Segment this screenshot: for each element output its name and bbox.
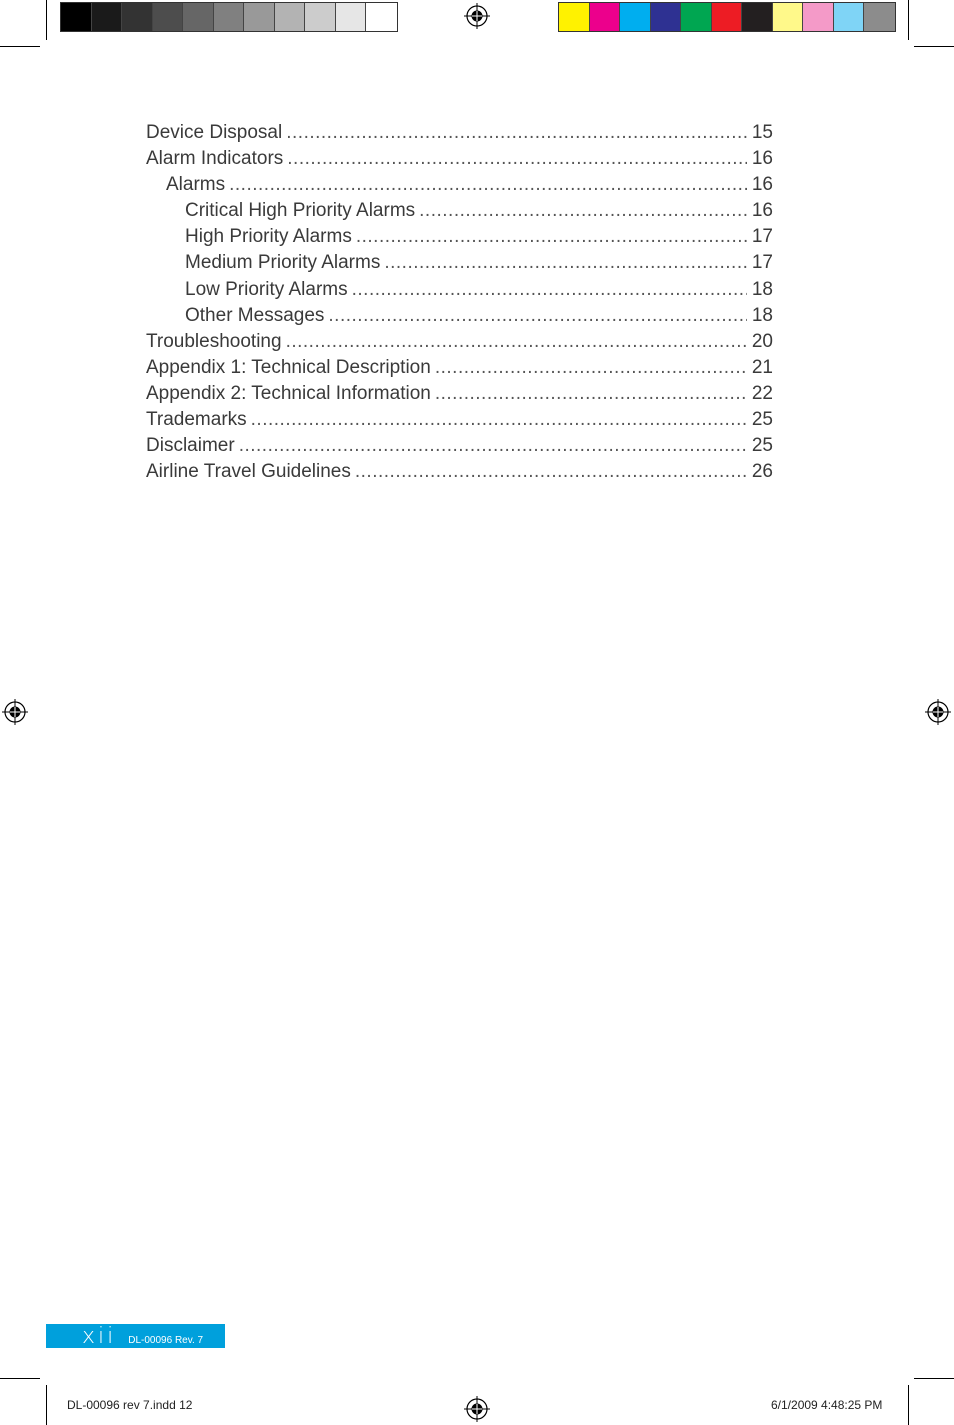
toc-entry[interactable] [146, 435, 773, 461]
color-swatch-bar [558, 2, 896, 32]
toc-entry[interactable] [146, 331, 773, 357]
toc-entry[interactable] [146, 252, 773, 278]
toc-entry-label: Appendix 1: Technical Description [146, 356, 431, 378]
toc-leader-dots [251, 409, 747, 431]
color-swatch [681, 3, 712, 31]
toc-entry[interactable] [146, 148, 773, 174]
toc-entry-page: 20 [751, 330, 773, 352]
toc-entry[interactable] [146, 279, 773, 305]
slug-timestamp: 6/1/2009 4:48:25 PM [771, 1398, 883, 1412]
toc-entry-page: 17 [751, 252, 773, 274]
toc-entry-label: Alarms [166, 174, 226, 196]
toc-leader-dots [229, 174, 747, 196]
toc-entry[interactable] [146, 461, 773, 487]
crop-mark [0, 1378, 40, 1379]
toc-leader-dots [286, 331, 747, 353]
color-swatch [651, 3, 682, 31]
toc-entry-label: Appendix 2: Technical Information [146, 382, 431, 404]
toc-entry[interactable] [146, 305, 773, 331]
toc-leader-dots [239, 435, 747, 457]
slug-file: DL-00096 rev 7.indd 12 [67, 1398, 193, 1412]
gray-swatch [336, 3, 367, 31]
toc-entry-page: 21 [751, 356, 773, 378]
toc-entry-label: Airline Travel Guidelines [146, 461, 351, 483]
gray-swatch [92, 3, 123, 31]
crop-mark [46, 1385, 47, 1425]
gray-swatch [153, 3, 184, 31]
toc-entry[interactable] [146, 357, 773, 383]
toc-leader-dots [356, 226, 747, 248]
toc-entry-label: Low Priority Alarms [185, 278, 348, 300]
toc-entry[interactable] [146, 383, 773, 409]
toc-entry-label: Critical High Priority Alarms [185, 200, 416, 222]
gray-swatch [275, 3, 306, 31]
registration-mark-icon [925, 699, 951, 725]
toc-entry-page: 17 [751, 226, 773, 248]
toc-entry-page: 16 [751, 174, 773, 196]
toc-entry-label: Alarm Indicators [146, 148, 284, 170]
color-swatch [803, 3, 834, 31]
crop-mark [46, 0, 47, 40]
toc-leader-dots [287, 148, 747, 170]
crop-mark [914, 1378, 954, 1379]
toc-entry-page: 18 [751, 278, 773, 300]
toc-leader-dots [355, 461, 747, 483]
color-swatch [834, 3, 865, 31]
toc-entry-label: Device Disposal [146, 122, 283, 143]
toc-entry-page: 22 [751, 382, 773, 404]
toc-entry-page: 16 [751, 200, 773, 222]
gray-swatch-bar [60, 2, 398, 32]
color-swatch [620, 3, 651, 31]
color-swatch [712, 3, 743, 31]
toc-entry-page: 16 [751, 148, 773, 170]
toc-leader-dots [435, 357, 747, 379]
color-swatch [864, 3, 895, 31]
toc-entry-page: 15 [751, 122, 773, 143]
toc-leader-dots [352, 279, 747, 301]
toc-entry-label: Other Messages [185, 304, 325, 326]
toc-entry[interactable] [146, 174, 773, 200]
page-number: xii [82, 1324, 117, 1349]
color-swatch [773, 3, 804, 31]
toc-entry-page: 26 [751, 461, 773, 483]
toc-entry-label: Troubleshooting [146, 330, 282, 352]
toc-entry-label: Trademarks [146, 409, 247, 431]
registration-mark-icon [464, 1396, 490, 1422]
crop-mark [908, 0, 909, 40]
color-swatch [742, 3, 773, 31]
color-swatch [590, 3, 621, 31]
color-swatch [559, 3, 590, 31]
toc-entry-label: Medium Priority Alarms [185, 252, 381, 274]
gray-swatch [122, 3, 153, 31]
toc-entry-page: 25 [751, 409, 773, 431]
table-of-contents [146, 122, 773, 487]
toc-entry[interactable] [146, 200, 773, 226]
toc-leader-dots [328, 305, 747, 327]
toc-entry-page: 25 [751, 435, 773, 457]
toc-entry[interactable] [146, 226, 773, 252]
crop-mark [908, 1385, 909, 1425]
gray-swatch [61, 3, 92, 31]
footer-band [46, 1324, 225, 1348]
crop-mark [914, 46, 954, 47]
gray-swatch [183, 3, 214, 31]
gray-swatch [214, 3, 245, 31]
toc-entry-page: 18 [751, 304, 773, 326]
gray-swatch [366, 3, 397, 31]
toc-leader-dots [286, 122, 747, 144]
toc-leader-dots [419, 200, 747, 222]
doc-revision: DL-00096 Rev. 7 [128, 1335, 204, 1346]
registration-mark-icon [464, 3, 490, 29]
toc-entry-label: High Priority Alarms [185, 226, 352, 248]
gray-swatch [244, 3, 275, 31]
registration-mark-icon [2, 699, 28, 725]
crop-mark [0, 46, 40, 47]
toc-leader-dots [435, 383, 747, 405]
gray-swatch [305, 3, 336, 31]
toc-leader-dots [384, 252, 747, 274]
toc-entry-label: Disclaimer [146, 435, 235, 457]
toc-entry[interactable] [146, 122, 773, 148]
toc-entry[interactable] [146, 409, 773, 435]
